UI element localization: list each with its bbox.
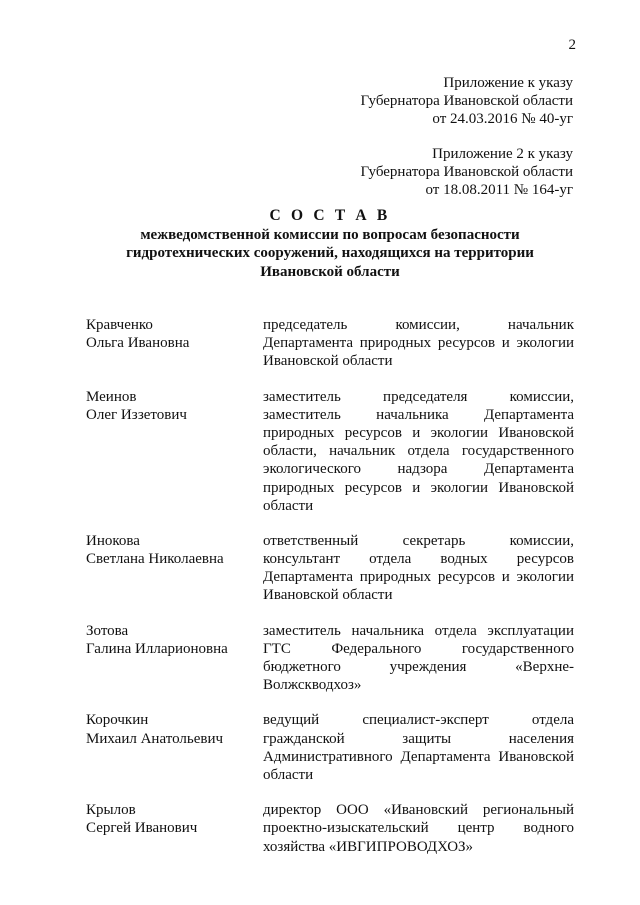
member-name <box>86 801 263 856</box>
document-subtitle-line: гидротехнических сооружений, находящихся на территории <box>126 245 534 262</box>
member-role-line: бюджетного учреждения «Верхне- <box>263 659 574 675</box>
member-given-names: Олег Иззетович <box>86 406 187 423</box>
member-name <box>86 622 263 695</box>
member-entry <box>86 711 574 784</box>
member-role-line: заместитель начальника Департамента <box>263 406 574 423</box>
member-role-line: Департамента природных ресурсов и экологии <box>263 569 574 586</box>
member-name <box>86 316 263 371</box>
member-role-line: ГТС Федерального государственного <box>263 640 574 657</box>
member-surname: Крылов <box>86 802 136 819</box>
member-role <box>263 316 574 371</box>
member-role-line: директор ООО «Ивановский региональный <box>263 802 574 819</box>
member-role-line: ответственный секретарь комиссии, <box>263 532 574 549</box>
member-entry <box>86 622 574 695</box>
member-role-line: Административного Департамента Ивановской <box>263 748 574 765</box>
member-role-line: области <box>263 766 314 783</box>
member-given-names: Ольга Ивановна <box>86 335 190 352</box>
member-surname: Меинов <box>86 388 137 405</box>
member-given-names: Михаил Анатольевич <box>86 730 224 747</box>
member-role-line: гражданской защиты населения <box>263 730 574 747</box>
member-name <box>86 532 263 605</box>
appendix-note-original <box>300 145 573 200</box>
appendix-line: Губернатора Ивановской области <box>360 164 573 181</box>
member-surname: Инокова <box>86 532 140 549</box>
member-role-line: экологического надзора Департамента <box>263 461 574 478</box>
member-entry <box>86 316 574 371</box>
page-number: 2 <box>568 37 576 53</box>
appendix-line: от 18.08.2011 № 164-уг <box>425 182 573 199</box>
member-role-line: проектно-изыскательский центр водного <box>263 820 574 837</box>
appendix-line: Приложение 2 к указу <box>432 146 573 162</box>
member-role-line: заместитель председателя комиссии, <box>263 388 574 405</box>
member-role-line: Ивановской области <box>263 587 393 604</box>
member-given-names: Сергей Иванович <box>86 820 198 837</box>
document-title: С О С Т А В <box>269 207 391 224</box>
member-role <box>263 801 574 856</box>
member-role <box>263 711 574 784</box>
member-entry <box>86 801 574 856</box>
appendix-line: от 24.03.2016 № 40-уг <box>432 111 573 128</box>
appendix-note-current <box>300 74 573 129</box>
member-role-line: Департамента природных ресурсов и экологии <box>263 335 574 352</box>
member-role-line: председатель комиссии, начальник <box>263 317 574 333</box>
member-entry <box>86 388 574 515</box>
member-role-line: природных ресурсов и экологии Ивановской <box>263 479 574 496</box>
member-role-line: Волжскводхоз» <box>263 677 362 694</box>
member-role-line: ведущий специалист-эксперт отдела <box>263 712 574 729</box>
member-role <box>263 388 574 515</box>
document-subtitle-line: межведомственной комиссии по вопросам безопасности <box>140 227 520 244</box>
document-subtitle-line: Ивановской области <box>260 263 400 280</box>
member-role <box>263 532 574 605</box>
member-role-line: Ивановской области <box>263 353 393 370</box>
member-role-line: области <box>263 497 314 514</box>
member-role-line: хозяйства «ИВГИПРОВОДХОЗ» <box>263 838 474 855</box>
member-given-names: Галина Илларионовна <box>86 640 228 657</box>
appendix-line: Приложение к указу <box>443 75 573 91</box>
member-name <box>86 388 263 515</box>
member-name <box>86 711 263 784</box>
member-given-names: Светлана Николаевна <box>86 551 224 568</box>
member-role-line: консультант отдела водных ресурсов <box>263 551 574 568</box>
member-surname: Корочкин <box>86 712 149 729</box>
member-role <box>263 622 574 695</box>
member-role-line: области, начальник отдела государственного <box>263 443 574 460</box>
member-role-line: природных ресурсов и экологии Ивановской <box>263 424 574 441</box>
member-list <box>86 316 574 873</box>
member-surname: Кравченко <box>86 317 153 333</box>
document-heading <box>86 207 574 281</box>
member-entry <box>86 532 574 605</box>
appendix-line: Губернатора Ивановской области <box>360 93 573 110</box>
member-surname: Зотова <box>86 622 129 639</box>
member-role-line: заместитель начальника отдела эксплуатации <box>263 622 574 639</box>
